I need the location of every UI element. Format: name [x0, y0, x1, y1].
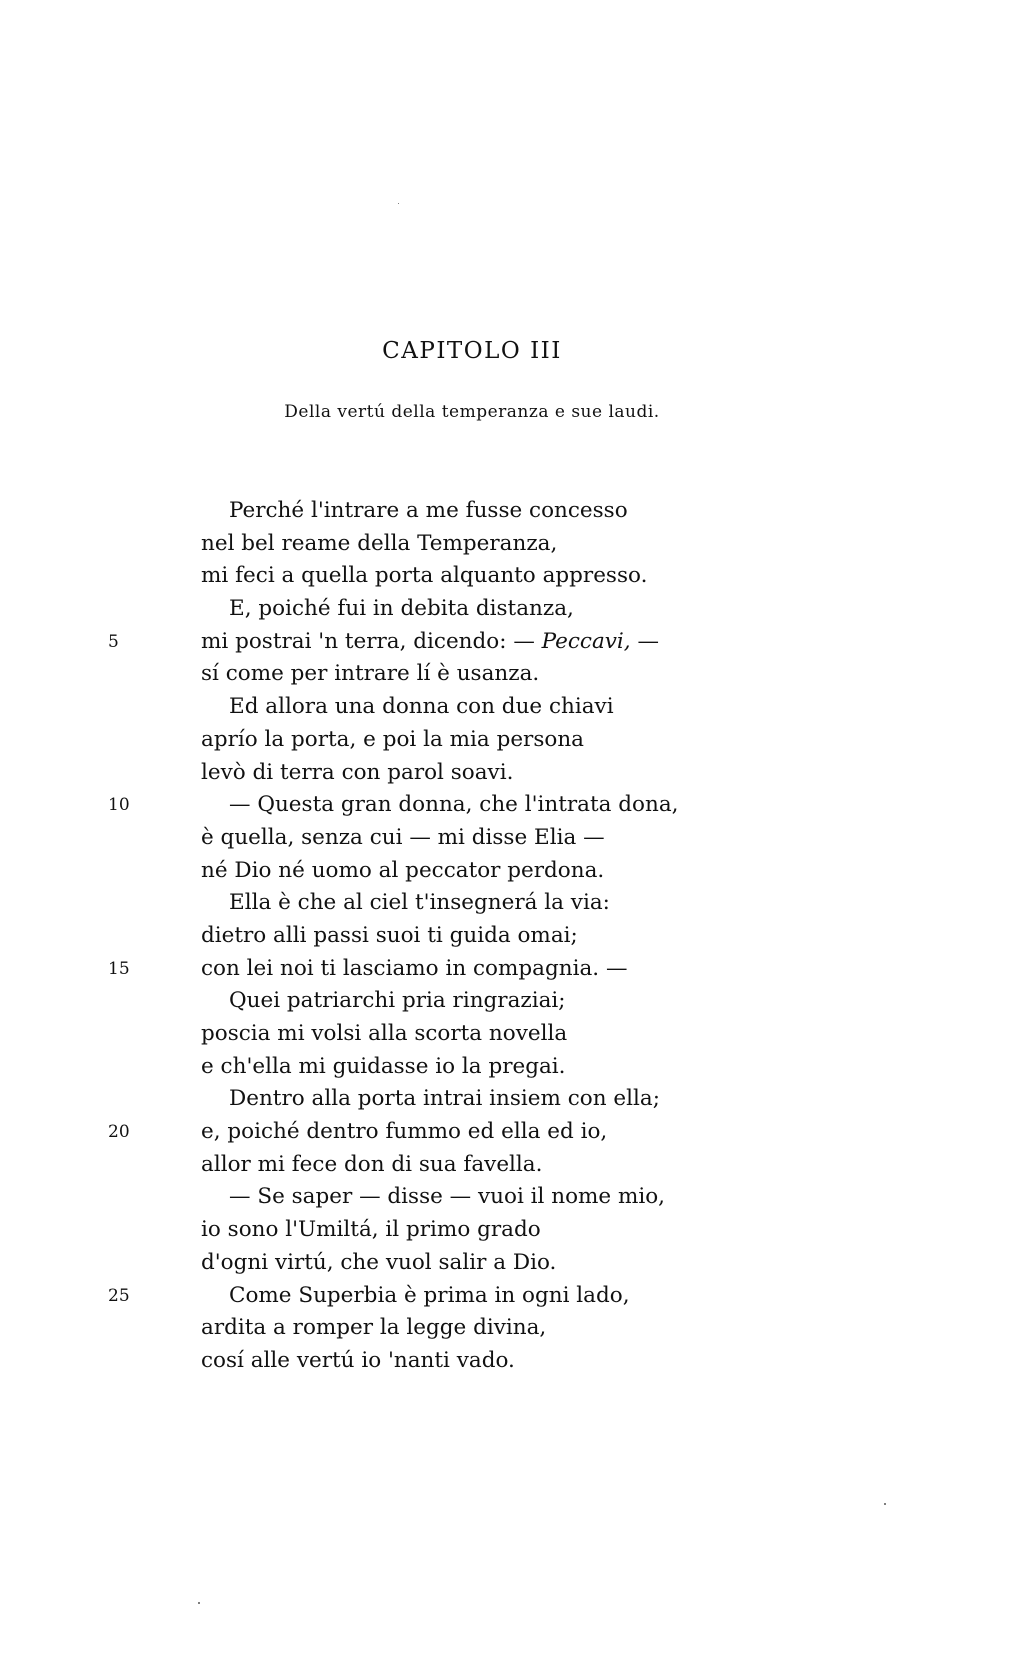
verse-line	[0, 1214, 1010, 1247]
verse-text-main: Come Superbia è prima in ogni lado,	[229, 1282, 630, 1308]
verse-text-main: né Dio né uomo al peccator perdona.	[201, 857, 605, 883]
verse-text	[201, 724, 584, 757]
verse-line	[0, 593, 1010, 626]
line-number: 10	[108, 795, 130, 816]
verse-text-main: poscia mi volsi alla scorta novella	[201, 1021, 568, 1046]
verse-text	[201, 1018, 567, 1051]
verse-text-main: con lei noi ti lasciamo in compagnia. —	[201, 955, 628, 981]
verse-line	[0, 822, 1010, 855]
verse-text	[201, 1149, 542, 1182]
verse-line	[0, 920, 1010, 953]
verse-line	[0, 528, 1010, 561]
verse-line	[0, 1116, 1010, 1149]
verse-text-main: — Questa gran donna, che l'intrata dona,	[229, 792, 679, 818]
verse-text-main: Quei patriarchi pria ringraziai;	[229, 988, 566, 1014]
verse-text	[201, 822, 605, 855]
verse-text-main: e ch'ella mi guidasse io la pregai.	[201, 1053, 566, 1079]
verse-line	[0, 757, 1010, 790]
ink-speck	[198, 1602, 200, 1604]
verse-line	[0, 560, 1010, 593]
verse-text-main: cosí alle vertú io 'nanti vado.	[201, 1347, 515, 1373]
verse-text	[201, 528, 557, 561]
verse-text-after: —	[630, 628, 659, 654]
verse-line	[0, 1083, 1010, 1116]
verse-text	[201, 1345, 515, 1378]
verse-line	[0, 887, 1010, 920]
ink-speck	[884, 1503, 886, 1505]
verse-text	[201, 855, 604, 888]
verse-text	[229, 1280, 630, 1313]
verse-line	[0, 658, 1010, 691]
verse-text-main: — Se saper — disse — vuoi il nome mio,	[229, 1184, 666, 1210]
verse-line	[0, 985, 1010, 1018]
chapter-subtitle: Della vertú della temperanza e sue laudi.	[284, 402, 660, 422]
verse-line	[0, 789, 1010, 822]
verse-text-main: e, poiché dentro fummo ed ella ed io,	[201, 1119, 608, 1145]
verse-text	[229, 985, 566, 1018]
verse-text-main: mi postrai 'n terra, dicendo: —	[201, 628, 542, 654]
verse-line	[0, 1149, 1010, 1182]
verse-text	[229, 1181, 665, 1214]
line-number: 20	[108, 1122, 130, 1143]
line-number: 15	[108, 958, 130, 979]
ink-speck	[398, 203, 399, 204]
verse-text	[201, 626, 659, 659]
verse-text	[201, 560, 647, 593]
verse-text-main: nel bel reame della Temperanza,	[201, 530, 558, 556]
verse-text	[229, 789, 678, 822]
verse-line	[0, 1051, 1010, 1084]
poem	[0, 495, 1010, 1378]
verse-line	[0, 495, 1010, 528]
verse-line	[0, 1247, 1010, 1280]
verse-line	[0, 953, 1010, 986]
verse-text-main: Dentro alla porta intrai insiem con ella;	[229, 1086, 660, 1112]
verse-text	[201, 658, 539, 691]
verse-text	[201, 953, 627, 986]
verse-text	[229, 1083, 660, 1116]
verse-text	[201, 1214, 541, 1247]
verse-line	[0, 1280, 1010, 1313]
verse-text-main: Perché l'intrare a me fusse concesso	[229, 498, 628, 523]
verse-line	[0, 724, 1010, 757]
verse-text-main: levò di terra con parol soavi.	[201, 759, 514, 785]
line-number: 5	[108, 631, 119, 652]
verse-text	[201, 920, 578, 953]
verse-line	[0, 691, 1010, 724]
verse-text	[229, 691, 614, 724]
verse-text	[201, 1312, 546, 1345]
verse-line	[0, 626, 1010, 659]
verse-text-main: dietro alli passi suoi ti guida omai;	[201, 922, 578, 948]
verse-text	[201, 1051, 566, 1084]
verse-line	[0, 855, 1010, 888]
verse-line	[0, 1312, 1010, 1345]
line-number: 25	[108, 1285, 130, 1306]
verse-text-main: mi feci a quella porta alquanto appresso.	[201, 563, 648, 589]
verse-text-main: allor mi fece don di sua favella.	[201, 1151, 543, 1177]
verse-text	[229, 887, 610, 920]
chapter-title: CAPITOLO III	[382, 338, 562, 364]
verse-text-main: Ella è che al ciel t'insegnerá la via:	[229, 890, 610, 916]
verse-text-main: sí come per intrare lí è usanza.	[201, 661, 540, 687]
verse-line	[0, 1018, 1010, 1051]
verse-text-main: è quella, senza cui — mi disse Elia —	[201, 824, 605, 850]
verse-text	[201, 1116, 607, 1149]
verse-text	[229, 495, 628, 528]
verse-text-main: Ed allora una donna con due chiavi	[229, 694, 614, 720]
verse-text-main: aprío la porta, e poi la mia persona	[201, 726, 584, 752]
verse-text-main: ardita a romper la legge divina,	[201, 1315, 547, 1341]
verse-line	[0, 1345, 1010, 1378]
verse-text-main: E, poiché fui in debita distanza,	[229, 596, 574, 622]
verse-text	[201, 757, 513, 790]
verse-text-main: d'ogni virtú, che vuol salir a Dio.	[201, 1249, 557, 1275]
verse-text	[229, 593, 574, 626]
verse-text	[201, 1247, 556, 1280]
verse-text-main: io sono l'Umiltá, il primo grado	[201, 1217, 541, 1243]
verse-text-italic: Peccavi,	[541, 628, 631, 654]
verse-line	[0, 1181, 1010, 1214]
